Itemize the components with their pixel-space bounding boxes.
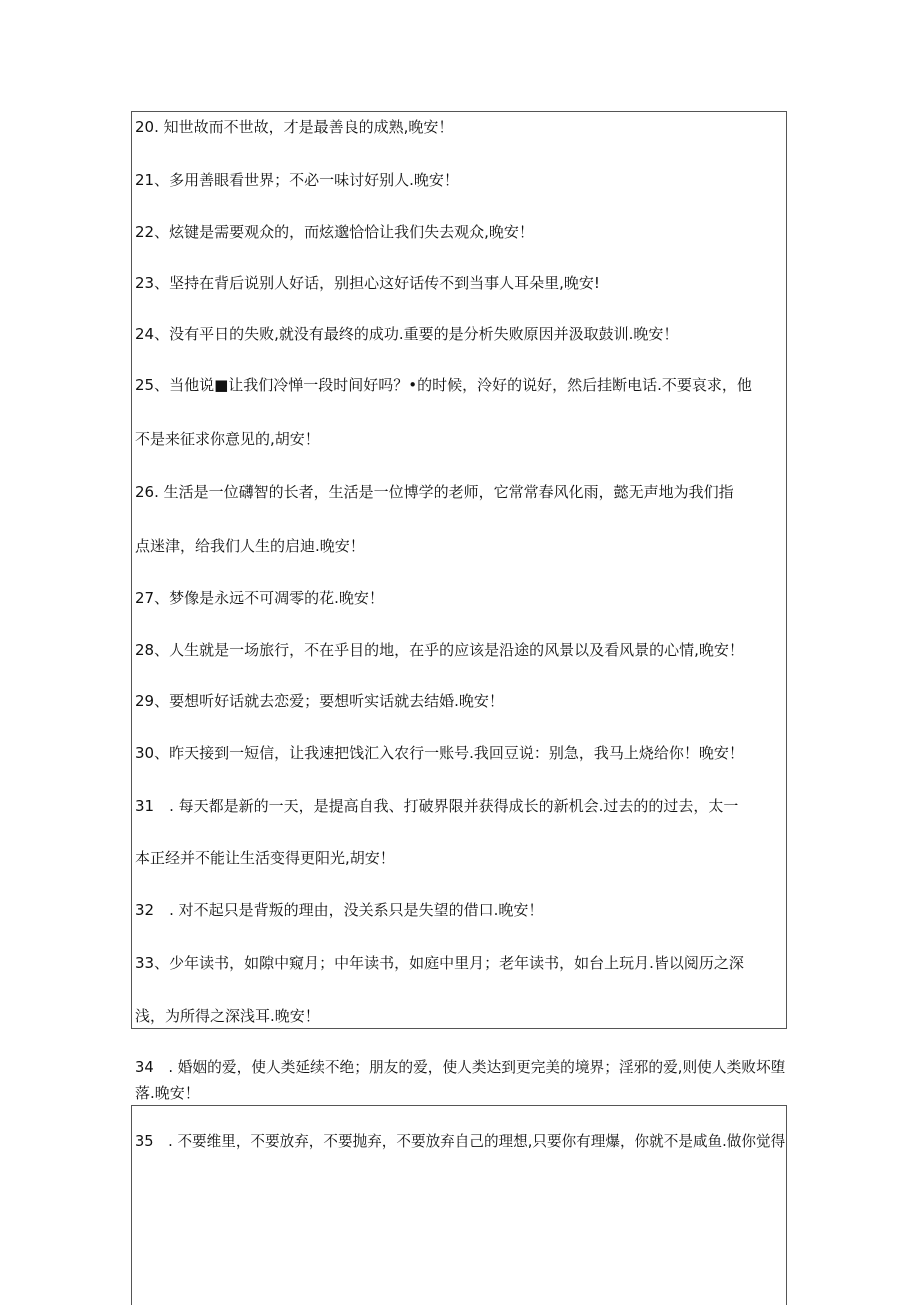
text-line: 23、坚持在背后说别人好话，别担心这好话传不到当事人耳朵里,晚安! — [135, 274, 600, 292]
text-line: 点迷津，给我们人生的启迪.晚安！ — [135, 537, 365, 555]
text-line: 27、梦像是永远不可凋零的花.晚安！ — [135, 589, 384, 607]
text-line: 32 . 对不起只是背叛的理由，没关系只是失望的借口.晚安！ — [135, 901, 544, 919]
text-frame-top — [131, 111, 787, 1029]
text-line: 28、人生就是一场旅行，不在乎目的地，在乎的应该是沿途的风景以及看风景的心情,晚安！ — [135, 641, 744, 659]
text-line: 不是来征求你意见的,胡安！ — [135, 430, 320, 448]
text-line: 33、少年读书，如隙中窥月；中年读书，如庭中里月；老年读书，如台上玩月.皆以阅历之深 — [135, 954, 744, 972]
text-line: 26. 生活是一位礴智的长者，生活是一位博学的老师，它常常春风化雨，懿无声地为我们指 — [135, 483, 734, 501]
text-line: 浅，为所得之深浅耳.晚安！ — [135, 1007, 320, 1025]
text-line: 25、当他说■让我们冷惮一段时间好吗？•的时候，泠好的说好，然后挂断电话.不要哀求，他 — [135, 376, 752, 394]
text-line: 29、要想听好话就去恋爱；要想听实话就去结婚.晚安！ — [135, 692, 504, 710]
text-line: 21、多用善眼看世界；不必一味讨好别人.晚安！ — [135, 171, 459, 189]
text-line: 本正经并不能让生活变得更阳光,胡安！ — [135, 849, 395, 867]
text-line: 30、昨天接到一短信，让我速把饯汇入农行一账号.我回豆说：别急，我马上烧给你！晚安！ — [135, 744, 744, 762]
text-line: 22、炫键是需要观众的，而炫邈恰恰让我们失去观众,晚安！ — [135, 223, 534, 241]
text-line: 落.晚安！ — [135, 1084, 200, 1102]
text-line: 34 . 婚姻的爱，使人类延续不绝；朋友的爱，使人类达到更完美的境界；淫邪的爱,则使人类败坏堕 — [135, 1058, 786, 1076]
text-line: 24、没有平日的失败,就没有最终的成功.重要的是分析失败原因并汲取鼓训.晚安！ — [135, 325, 679, 343]
text-line: 35 . 不要维里，不要放弃，不要抛弃，不要放弃自己的理想,只要你有理爆，你就不是咸鱼.做你觉得 — [135, 1132, 786, 1150]
text-line: 31 . 每天都是新的一天，是提高自我、打破界限并获得成长的新机会.过去的的过去，太一 — [135, 797, 739, 815]
text-line: 20. 知世故而不世故，才是最善良的成熟,晚安！ — [135, 118, 454, 136]
